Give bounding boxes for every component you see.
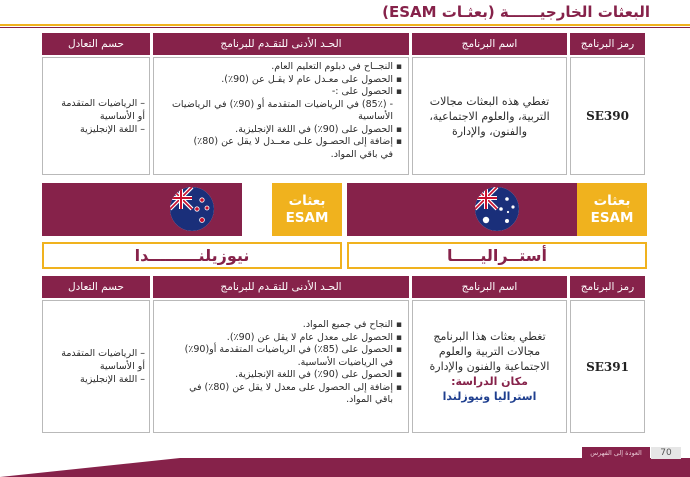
equalization-line: – الرياضيات المتقدمة: [61, 97, 145, 109]
program-code-se390: SE390: [570, 57, 645, 175]
requirement-item: في الرياضيات الأساسية.: [297, 356, 393, 368]
page-title: البعثات الخارجيــــــة (بعثـات ESAM): [382, 3, 650, 21]
title-divider: [0, 24, 690, 26]
esam-badge-line1: بعثات: [593, 192, 631, 209]
description-line: تغطي بعثات هذا البرنامج: [433, 330, 546, 343]
program-equalization-se390: [42, 57, 150, 175]
esam-badge-line1: بعثات: [288, 192, 326, 209]
requirements-list: [158, 61, 402, 161]
header-min-requirements: الحـد الأدنى للتقـدم للبرنامج: [153, 33, 409, 55]
requirement-item: في باقي المواد.: [330, 148, 393, 160]
esam-badge-left: [272, 183, 342, 236]
program-equalization-se391: [42, 300, 150, 433]
program-requirements-se391: [153, 300, 409, 433]
title-divider-secondary: [0, 27, 690, 28]
page-number: 70: [651, 447, 681, 459]
description-line: والفنون، والإدارة: [451, 124, 528, 138]
requirement-item: ▪ إضافة إلى الحصـول علـى معــدل لا يقل عن (80٪): [158, 136, 402, 149]
requirement-item: الأساسية: [358, 111, 393, 122]
header-name: اسم البرنامج: [412, 276, 567, 298]
country-title-new-zealand: نيوزيلنـــــــــدا: [42, 242, 342, 269]
requirement-item: ▪ الحصول على (90٪) في اللغة الإنجليزية.: [158, 124, 402, 137]
program-code-se391: SE391: [570, 300, 645, 433]
description-line: التربية، والعلوم الاجتماعية،: [429, 109, 550, 123]
description-line: مجالات التربية والعلوم: [438, 345, 541, 358]
country-title-australia: أستــراليـــــا: [347, 242, 647, 269]
header-code: رمز البرنامج: [570, 33, 645, 55]
description-line: تغطي هذه البعثات مجالات: [429, 94, 550, 108]
esam-badge-line2: ESAM: [590, 209, 634, 226]
study-location-value: استراليا ونيوزلندا: [442, 390, 537, 403]
header-min-requirements: الحـد الأدنى للتقـدم للبرنامج: [153, 276, 409, 298]
header-equalization: حسم التعادل: [42, 33, 150, 55]
esam-badge-line2: ESAM: [285, 209, 329, 226]
equalization-line: أو الأساسية: [99, 361, 145, 372]
program-description-se391: [412, 300, 567, 433]
requirement-item: ▪ الحصول على معـدل عام لا يقـل عن (90٪).: [158, 74, 402, 87]
equalization-line: أو الأساسية: [99, 110, 145, 122]
equalization-line: – الرياضيات المتقدمة: [61, 348, 145, 359]
requirement-item: ▪ الحصول على معدل عام لا يقل عن (90٪).: [158, 332, 402, 345]
esam-badge-right: [577, 183, 647, 236]
header-code: رمز البرنامج: [570, 276, 645, 298]
requirement-item: ▪ إضافة إلى الحصول على معدل لا يقل عن (80٪) في: [158, 382, 402, 395]
header-equalization: حسم التعادل: [42, 276, 150, 298]
requirement-item: ▪ النجــاح في دبلوم التعليم العام.: [158, 61, 402, 74]
equalization-line: – اللغة الإنجليزية: [80, 374, 145, 385]
back-to-index-link[interactable]: العودة إلى الفهرس: [582, 447, 650, 459]
equalization-line: – اللغة الإنجليزية: [80, 123, 145, 135]
requirement-item: - (85٪) في الرياضيات المتقدمة أو (90٪) في الرياضيات: [171, 98, 393, 110]
study-location-label: مكان الدراسة:: [451, 375, 528, 388]
new-zealand-flag-icon: [170, 187, 214, 231]
requirement-item: ▪ الحصول على :-: [158, 86, 402, 99]
requirement-item: ▪ الحصول على (85٪) في الرياضيات المتقدمة أو(90٪): [158, 344, 402, 357]
program-description-se390: [412, 57, 567, 175]
australia-flag-icon: [475, 187, 519, 231]
requirement-item: ▪ النجاح في جميع المواد.: [158, 319, 402, 332]
program-requirements-se390: [153, 57, 409, 175]
requirement-item: باقي المواد.: [346, 394, 393, 405]
description-line: الاجتماعية والفنون والإدارة: [429, 360, 550, 373]
australia-banner: [347, 183, 577, 236]
requirement-item: ▪ الحصول على (90٪) في اللغة الإنجليزية.: [158, 369, 402, 382]
header-name: اسم البرنامج: [412, 33, 567, 55]
requirements-list: [158, 319, 402, 407]
footer-decoration: [0, 458, 180, 477]
